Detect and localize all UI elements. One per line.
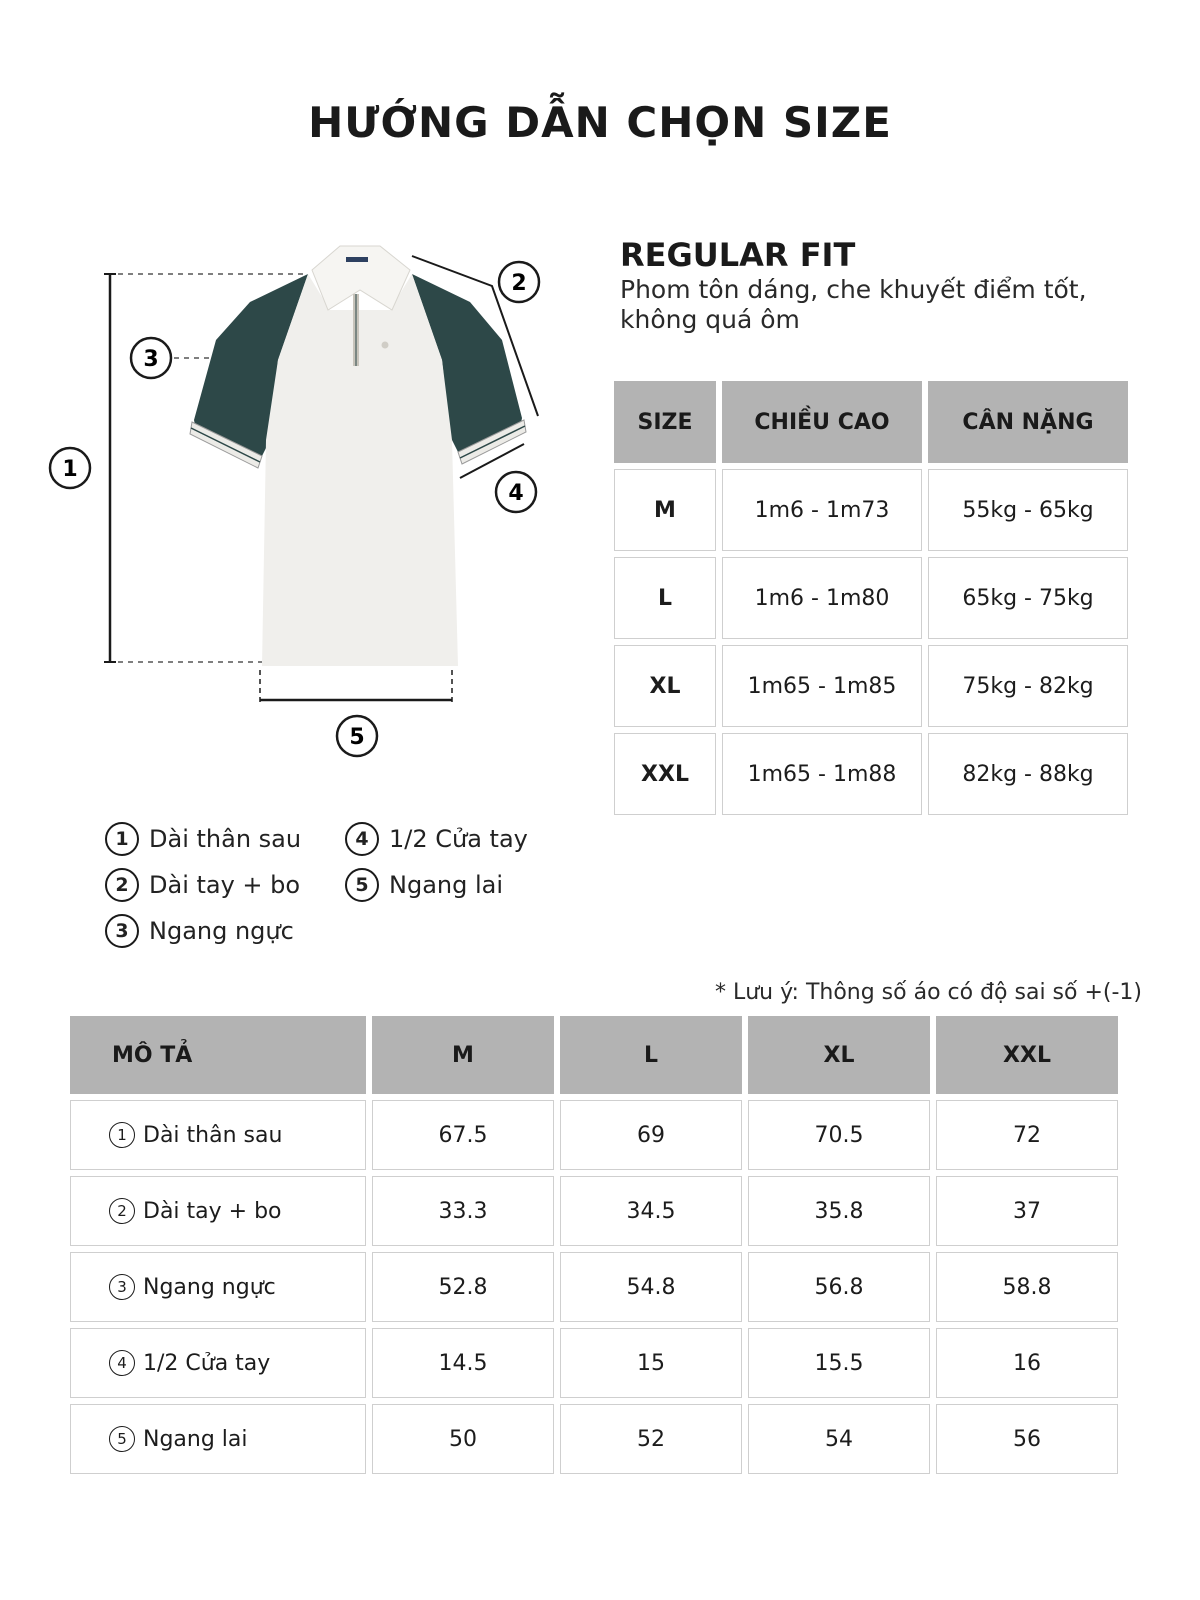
legend-label: Dài thân sau (149, 825, 302, 853)
cell-size: M (614, 469, 716, 551)
logo-mark (382, 342, 389, 349)
legend-label: Dài tay + bo (149, 871, 301, 899)
row-label: Ngang lai (143, 1426, 248, 1452)
cell-m: 67.5 (372, 1100, 554, 1170)
cell-description (70, 1404, 366, 1474)
marker-5 (337, 716, 377, 756)
cell-m: 33.3 (372, 1176, 554, 1246)
collar (312, 246, 410, 310)
cell-description (70, 1100, 366, 1170)
cell-size: L (614, 557, 716, 639)
header-weight: CÂN NẶNG (928, 381, 1128, 463)
legend-item-4 (345, 822, 528, 856)
cell-weight: 75kg - 82kg (928, 645, 1128, 727)
cell-xl: 15.5 (748, 1328, 930, 1398)
measurement-legend (105, 822, 545, 962)
table-row (614, 645, 1128, 727)
legend-number: 5 (345, 868, 379, 902)
cell-xl: 54 (748, 1404, 930, 1474)
cell-size: XXL (614, 733, 716, 815)
cell-l: 34.5 (560, 1176, 742, 1246)
legend-item-5 (345, 868, 503, 902)
cell-description (70, 1176, 366, 1246)
cell-height: 1m6 - 1m73 (722, 469, 922, 551)
page-title: HƯỚNG DẪN CHỌN SIZE (308, 98, 892, 147)
cell-weight: 82kg - 88kg (928, 733, 1128, 815)
header-xxl: XXL (936, 1016, 1118, 1094)
header-xl: XL (748, 1016, 930, 1094)
cell-weight: 65kg - 75kg (928, 557, 1128, 639)
row-number: 5 (109, 1426, 135, 1452)
cell-xxl: 37 (936, 1176, 1118, 1246)
tolerance-note: * Lưu ý: Thông số áo có độ sai số +(-1) (714, 980, 1142, 1005)
header-description: MÔ TẢ (70, 1016, 366, 1094)
legend-item-3 (105, 914, 294, 948)
legend-label: Ngang lai (389, 871, 504, 899)
cell-m: 52.8 (372, 1252, 554, 1322)
cell-m: 14.5 (372, 1328, 554, 1398)
shirt-body (262, 274, 458, 666)
polo-shirt-illustration (40, 230, 580, 790)
header-height: CHIỀU CAO (722, 381, 922, 463)
table-row (70, 1404, 1118, 1474)
row-label: 1/2 Cửa tay (143, 1350, 271, 1376)
row-number: 1 (109, 1122, 135, 1148)
cell-description (70, 1252, 366, 1322)
marker-4 (496, 472, 536, 512)
marker-1-label: 1 (62, 457, 78, 482)
marker-4-label: 4 (508, 481, 524, 506)
marker-2-label: 2 (511, 271, 527, 296)
table-row (614, 557, 1128, 639)
fit-title: REGULAR FIT (620, 236, 856, 274)
brand-label (346, 257, 368, 262)
header-m: M (372, 1016, 554, 1094)
size-recommendation-table (608, 375, 1134, 821)
cell-height: 1m65 - 1m88 (722, 733, 922, 815)
legend-number: 3 (105, 914, 139, 948)
marker-3 (131, 338, 171, 378)
table-row (70, 1100, 1118, 1170)
cell-weight: 55kg - 65kg (928, 469, 1128, 551)
marker-1 (50, 448, 90, 488)
row-label: Dài thân sau (143, 1122, 283, 1148)
row-number: 3 (109, 1274, 135, 1300)
shirt-diagram (40, 230, 580, 790)
header-l: L (560, 1016, 742, 1094)
legend-number: 1 (105, 822, 139, 856)
legend-number: 4 (345, 822, 379, 856)
cell-l: 54.8 (560, 1252, 742, 1322)
cell-l: 52 (560, 1404, 742, 1474)
cell-xxl: 16 (936, 1328, 1118, 1398)
legend-label: 1/2 Cửa tay (389, 825, 528, 853)
row-number: 2 (109, 1198, 135, 1224)
cell-description (70, 1328, 366, 1398)
table-row (614, 733, 1128, 815)
cell-size: XL (614, 645, 716, 727)
table-row (70, 1176, 1118, 1246)
cell-xl: 35.8 (748, 1176, 930, 1246)
legend-number: 2 (105, 868, 139, 902)
row-number: 4 (109, 1350, 135, 1376)
size-table-header-row (614, 381, 1128, 463)
cell-l: 15 (560, 1328, 742, 1398)
measure-table-header-row (70, 1016, 1118, 1094)
cell-xxl: 58.8 (936, 1252, 1118, 1322)
row-label: Dài tay + bo (143, 1198, 282, 1224)
row-label: Ngang ngực (143, 1274, 276, 1300)
marker-3-label: 3 (143, 347, 159, 372)
legend-item-1 (105, 822, 301, 856)
cell-height: 1m6 - 1m80 (722, 557, 922, 639)
table-row (614, 469, 1128, 551)
cell-m: 50 (372, 1404, 554, 1474)
measurement-table (64, 1010, 1124, 1480)
legend-item-2 (105, 868, 300, 902)
marker-5-label: 5 (349, 725, 365, 750)
legend-label: Ngang ngực (149, 917, 294, 945)
cell-l: 69 (560, 1100, 742, 1170)
cell-xxl: 72 (936, 1100, 1118, 1170)
cell-xxl: 56 (936, 1404, 1118, 1474)
cell-xl: 56.8 (748, 1252, 930, 1322)
fit-description: Phom tôn dáng, che khuyết điểm tốt, không quá ôm (620, 275, 1087, 334)
cell-height: 1m65 - 1m85 (722, 645, 922, 727)
marker-2 (499, 262, 539, 302)
header-size: SIZE (614, 381, 716, 463)
table-row (70, 1328, 1118, 1398)
cell-xl: 70.5 (748, 1100, 930, 1170)
table-row (70, 1252, 1118, 1322)
